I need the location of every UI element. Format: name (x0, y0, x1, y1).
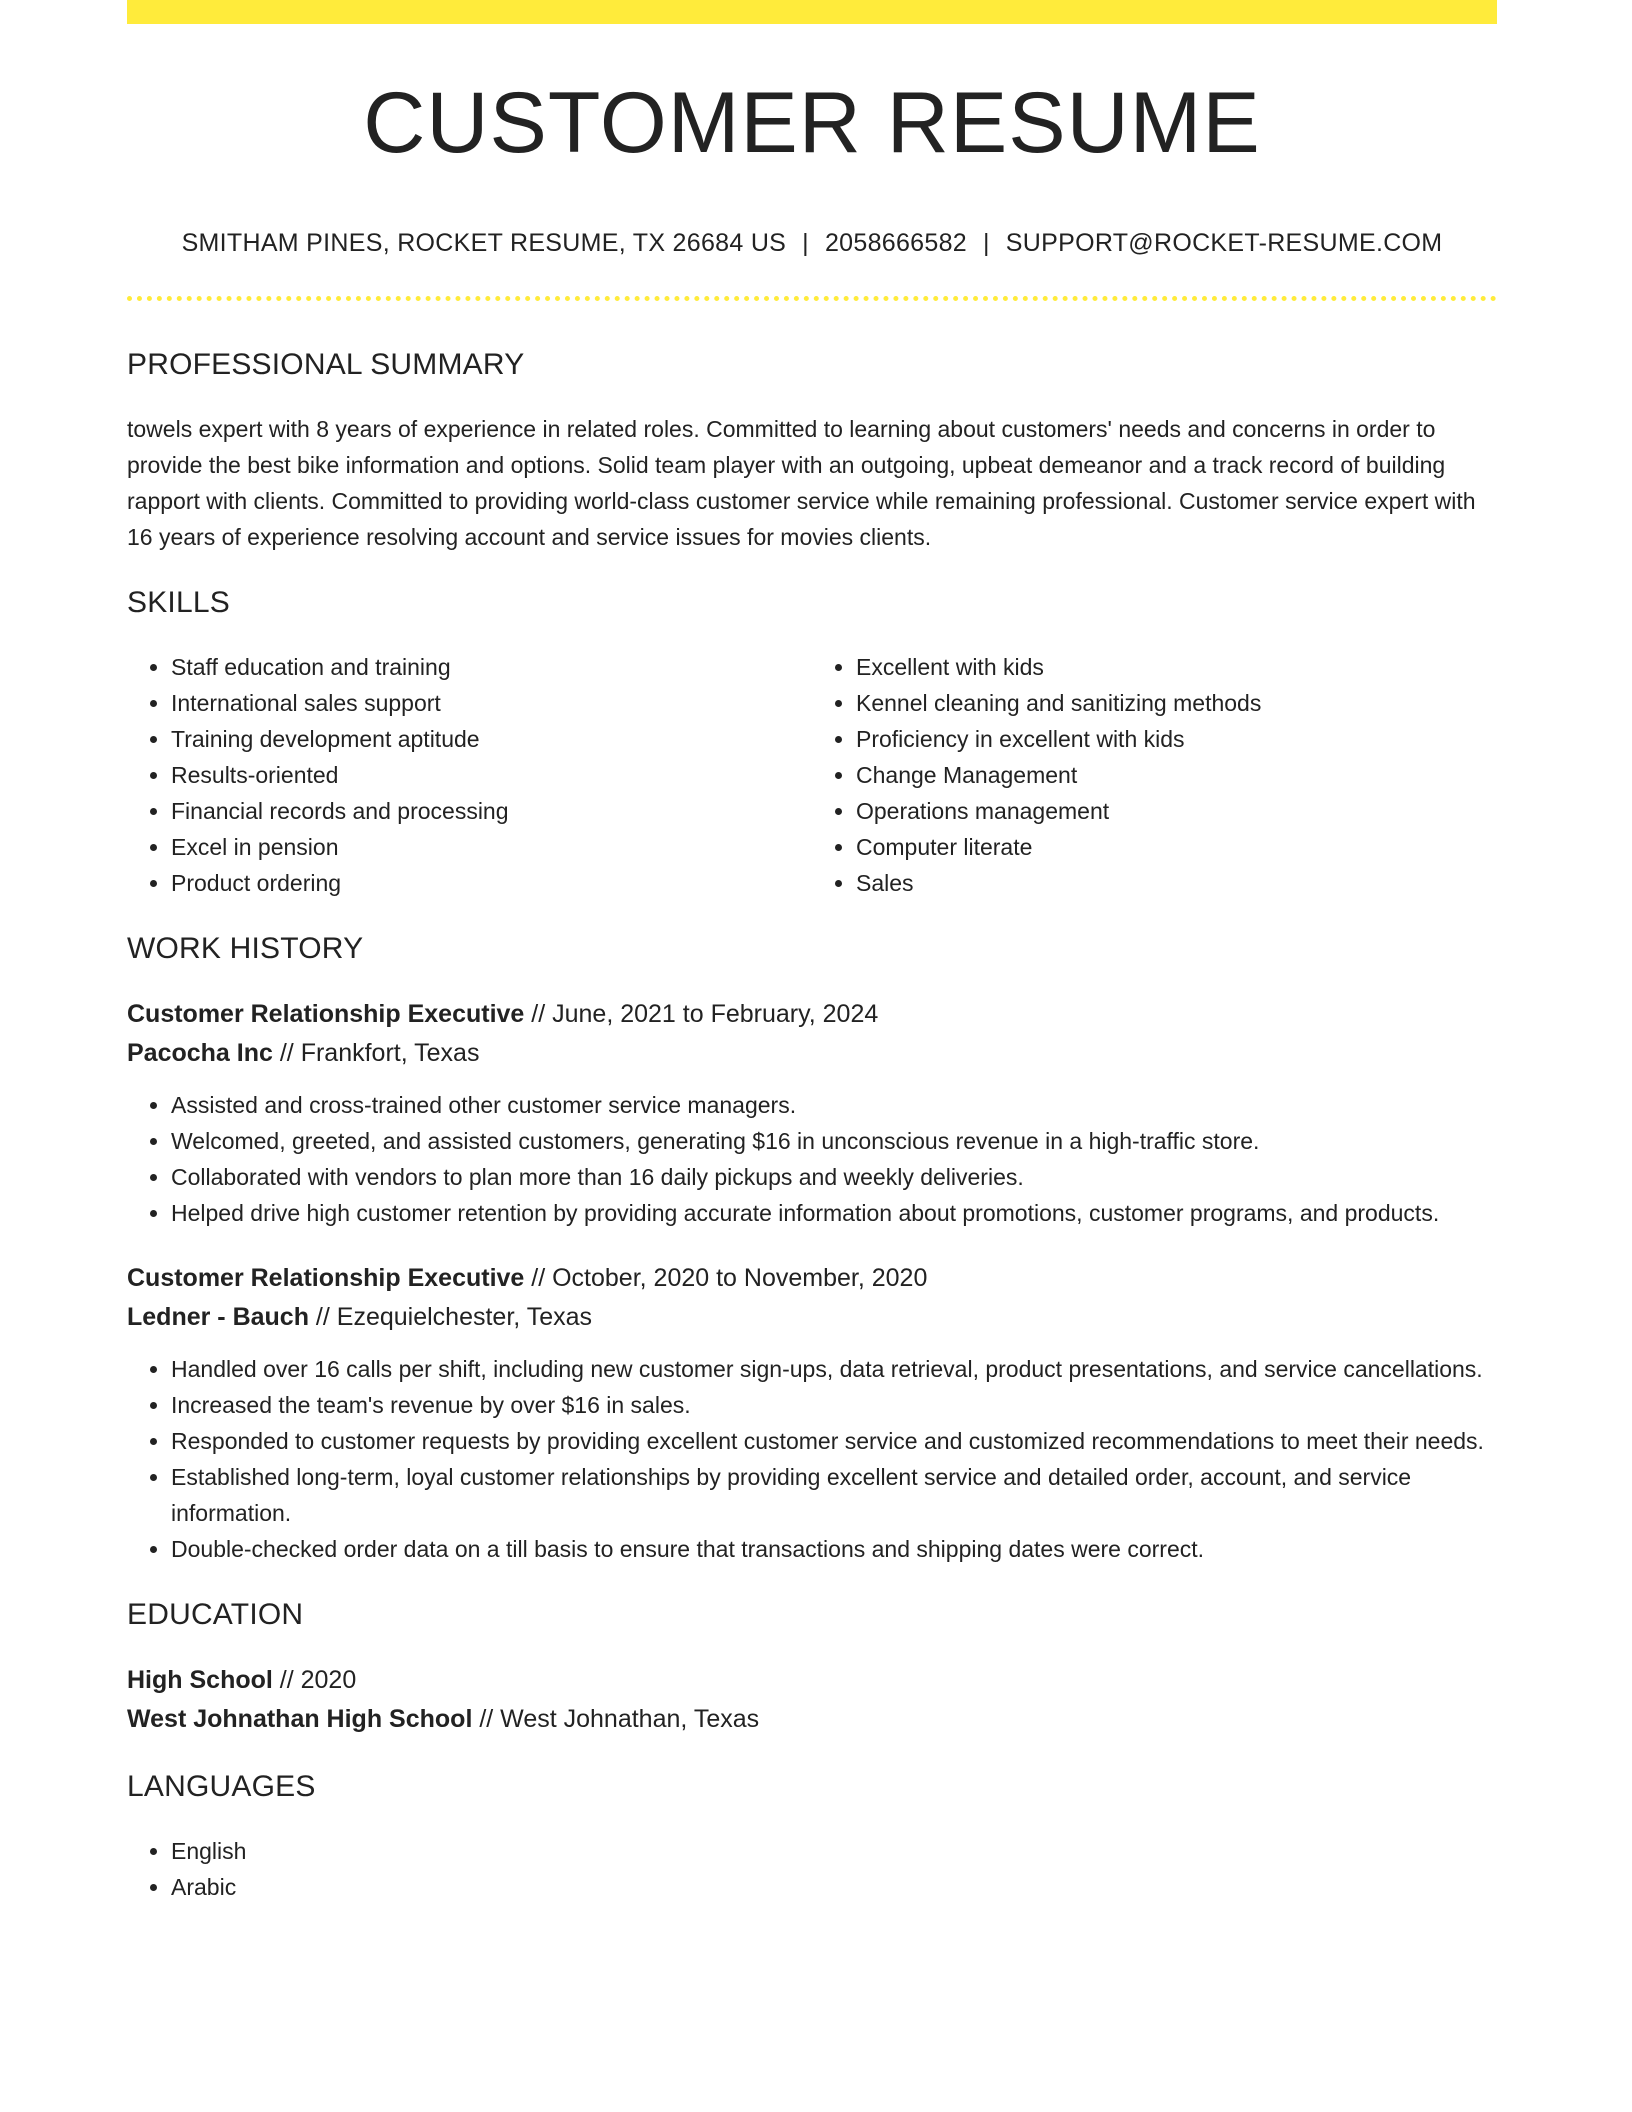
contact-address: SMITHAM PINES, ROCKET RESUME, TX 26684 US (181, 229, 787, 257)
job-location: // Ezequielchester, Texas (308, 1303, 593, 1331)
resume-page (127, 0, 1497, 1905)
contact-phone: 2058666582 (824, 229, 967, 257)
job-bullet: • Assisted and cross-trained other customer service managers. (171, 1087, 1497, 1123)
job-company: Ledner - Bauch (127, 1303, 309, 1331)
skill-item: • Staff education and training (171, 649, 812, 685)
languages-list (127, 1833, 1497, 1905)
job-bullet: • Increased the team's revenue by over $16 in sales. (171, 1387, 1497, 1423)
job-bullet: • Collaborated with vendors to plan more than 16 daily pickups and weekly deliveries. (171, 1159, 1497, 1195)
education-school: West Johnathan High School (127, 1705, 473, 1733)
job-title-line (127, 1259, 1497, 1298)
education-year: // 2020 (272, 1666, 357, 1694)
section-title-skills: SKILLS (127, 586, 230, 619)
job-bullets (127, 1351, 1497, 1567)
job-company: Pacocha Inc (127, 1039, 273, 1067)
job-title-line (127, 995, 1497, 1034)
skill-item: • Excel in pension (171, 829, 812, 865)
summary-text: towels expert with 8 years of experience in related roles. Committed to learning about customers' needs and concerns in order to provide the best bike information and options. Solid team player with an outgoing, upbeat demeanor and a track record of building rapport with clients. Committed to providing world-class customer service while remaining professional. Customer service expert with 16 years of experience resolving account and service issues for movies clients. (127, 416, 1476, 550)
job-bullet: • Double-checked order data on a till basis to ensure that transactions and shipping dates were correct. (171, 1531, 1497, 1567)
resume-title: CUSTOMER RESUME (363, 75, 1261, 171)
skill-item: • Proficiency in excellent with kids (856, 721, 1497, 757)
job-bullet: • Helped drive high customer retention by providing accurate information about promotions, customer programs, and products. (171, 1195, 1497, 1231)
languages-section (127, 1769, 1497, 1905)
section-title-languages: LANGUAGES (127, 1770, 316, 1803)
section-title-education: EDUCATION (127, 1598, 304, 1631)
job-entry (127, 995, 1497, 1231)
skills-grid (127, 649, 1497, 901)
skills-section (127, 585, 1497, 901)
section-title-work-history: WORK HISTORY (127, 932, 364, 965)
job-title: Customer Relationship Executive (127, 1264, 525, 1292)
contact-separator: | (983, 229, 990, 257)
job-bullet: • Responded to customer requests by providing excellent customer service and customized recommendations to meet their needs. (171, 1423, 1497, 1459)
skill-item: • Product ordering (171, 865, 812, 901)
skill-item: • Training development aptitude (171, 721, 812, 757)
language-item: • Arabic (171, 1869, 1497, 1905)
job-location: // Frankfort, Texas (272, 1039, 480, 1067)
skill-item: • Kennel cleaning and sanitizing methods (856, 685, 1497, 721)
job-bullet: • Established long-term, loyal customer relationships by providing excellent service and detailed order, account, and service information. (171, 1459, 1497, 1531)
skill-item: • International sales support (171, 685, 812, 721)
job-company-line (127, 1298, 1497, 1337)
job-title: Customer Relationship Executive (127, 1000, 525, 1028)
education-degree-line (127, 1661, 1497, 1700)
skill-item: • Operations management (856, 793, 1497, 829)
contact-separator: | (802, 229, 809, 257)
education-school-line (127, 1700, 1497, 1739)
education-section (127, 1597, 1497, 1739)
contact-email[interactable]: SUPPORT@ROCKET-RESUME.COM (1005, 229, 1443, 257)
job-dates: // October, 2020 to November, 2020 (524, 1264, 928, 1292)
education-location: // West Johnathan, Texas (472, 1705, 760, 1733)
skill-item: • Results-oriented (171, 757, 812, 793)
skills-list-left (127, 649, 812, 901)
skill-item: • Change Management (856, 757, 1497, 793)
contact-line (127, 228, 1497, 258)
job-dates: // June, 2021 to February, 2024 (524, 1000, 879, 1028)
job-entry (127, 1259, 1497, 1567)
job-company-line (127, 1034, 1497, 1073)
skill-item: • Computer literate (856, 829, 1497, 865)
section-title-summary: PROFESSIONAL SUMMARY (127, 348, 525, 381)
skill-item: • Excellent with kids (856, 649, 1497, 685)
skills-list-right (812, 649, 1497, 901)
education-degree: High School (127, 1666, 273, 1694)
top-accent-bar (127, 0, 1497, 24)
job-bullet: • Handled over 16 calls per shift, including new customer sign-ups, data retrieval, product presentations, and service cancellations. (171, 1351, 1497, 1387)
dotted-divider (127, 296, 1497, 301)
summary-section (127, 347, 1497, 555)
skill-item: • Financial records and processing (171, 793, 812, 829)
skill-item: • Sales (856, 865, 1497, 901)
job-bullet: • Welcomed, greeted, and assisted customers, generating $16 in unconscious revenue in a high-traffic store. (171, 1123, 1497, 1159)
job-bullets (127, 1087, 1497, 1231)
work-history-section (127, 931, 1497, 1567)
language-item: • English (171, 1833, 1497, 1869)
